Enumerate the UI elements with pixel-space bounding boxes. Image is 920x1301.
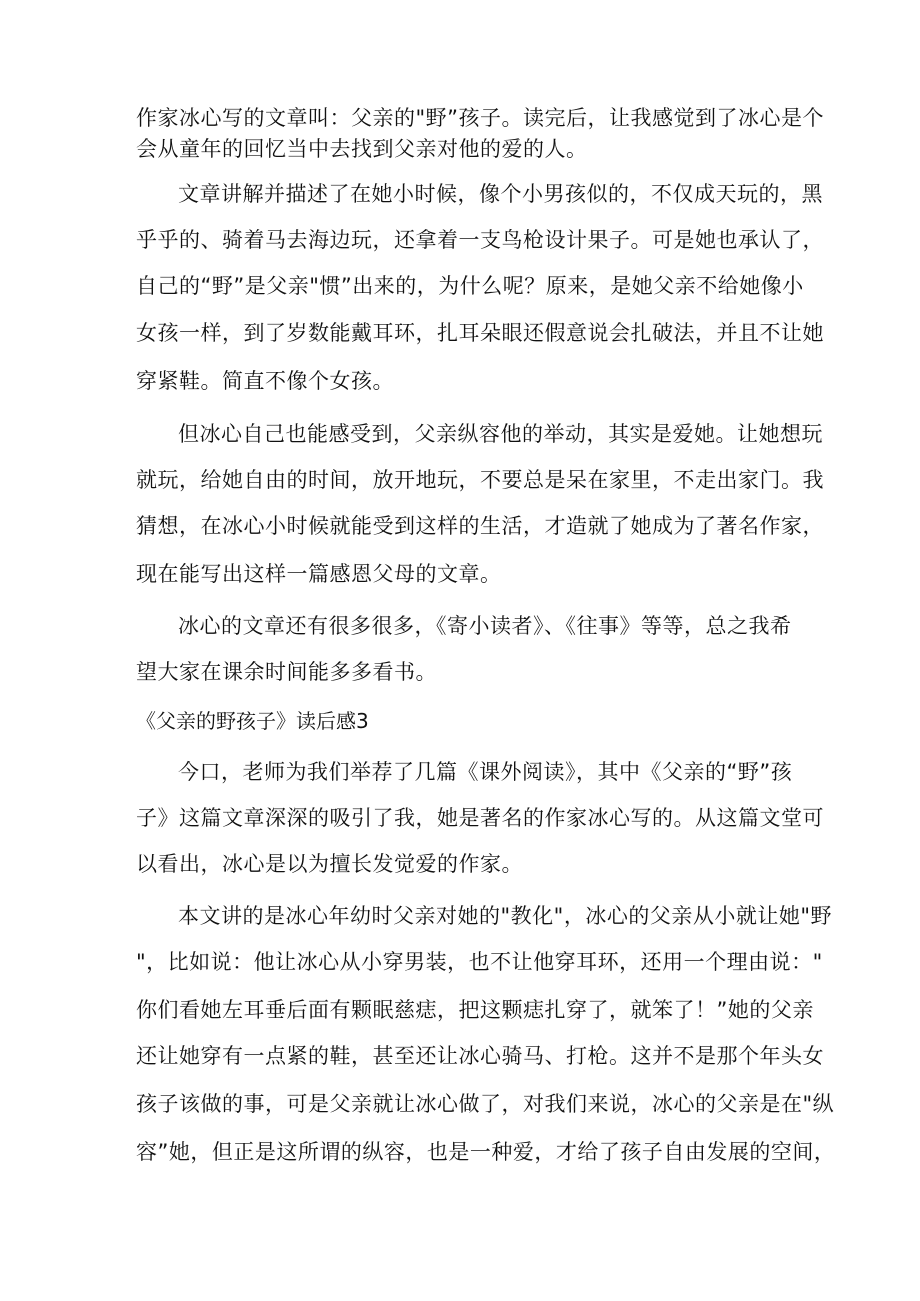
paragraph-1-line-1: 作家冰心写的文章叫：父亲的"野”孩子。读完后，让我感觉到了冰心是个 bbox=[136, 106, 825, 130]
paragraph-5-line-3: 以看出，冰心是以为擅长发觉爱的作家。 bbox=[136, 852, 523, 876]
paragraph-3-line-2: 就玩，给她自由的时间，放开地玩，不要总是呆在家里，不走出家门。我 bbox=[136, 468, 824, 492]
paragraph-3-line-3: 猜想，在冰心小时候就能受到这样的生活，才造就了她成为了著名作家， bbox=[136, 514, 824, 538]
paragraph-5-line-2: 子》这篇文章深深的吸引了我，她是著名的作家冰心写的。从这篇文堂可 bbox=[136, 806, 824, 830]
paragraph-6-line-5: 孩子该做的事，可是父亲就让冰心做了，对我们来说，冰心的父亲是在"纵 bbox=[136, 1092, 835, 1116]
paragraph-2-line-2: 乎乎的、骑着马去海边玩，还拿着一支鸟枪设计果子。可是她也承认了， bbox=[136, 228, 824, 252]
paragraph-2-line-1: 文章讲解并描述了在她小时候，像个小男孩似的，不仅成天玩的，黑 bbox=[178, 182, 823, 206]
paragraph-6-line-3: 你们看她左耳垂后面有颗眠慈痣，把这颗痣扎穿了，就笨了！”她的父亲 bbox=[136, 998, 814, 1022]
paragraph-2-line-3: 自己的“野”是父亲"惯”出来的，为什么呢？原来，是她父亲不给她像小 bbox=[136, 274, 804, 298]
paragraph-4-line-1: 冰心的文章还有很多很多，《寄小读者》、《往事》等等，总之我希 bbox=[178, 614, 792, 638]
paragraph-6-line-6: 容”她，但正是这所谓的纵容，也是一种爱，才给了孩子自由发展的空间， bbox=[136, 1140, 836, 1164]
paragraph-3-line-4: 现在能写出这样一篇感恩父母的文章。 bbox=[136, 562, 502, 586]
paragraph-5-line-1: 今口，老师为我们举荐了几篇《课外阅读》，其中《父亲的“野”孩 bbox=[178, 760, 793, 784]
paragraph-3-line-1: 但冰心自己也能感受到，父亲纵容他的举动，其实是爱她。让她想玩 bbox=[178, 422, 823, 446]
paragraph-2-line-4: 女孩一样，到了岁数能戴耳环，扎耳朵眼还假意说会扎破法，并且不让她 bbox=[136, 321, 824, 345]
paragraph-1-line-2: 会从童年的回忆当中去找到父亲对他的爱的人。 bbox=[136, 137, 588, 161]
paragraph-6-line-2: "，比如说：他让冰心从小穿男装，也不让他穿耳环，还用一个理由说：" bbox=[136, 950, 823, 974]
paragraph-2-line-5: 穿紧鞋。简直不像个女孩。 bbox=[136, 369, 394, 393]
paragraph-6-line-1: 本文讲的是冰心年幼时父亲对她的"教化"，冰心的父亲从小就让她"野 bbox=[178, 904, 832, 928]
paragraph-6-line-4: 还让她穿有一点紧的鞋，甚至还让冰心骑马、打枪。这并不是那个年头女 bbox=[136, 1044, 824, 1068]
paragraph-4-line-2: 望大家在课余时间能多多看书。 bbox=[136, 660, 437, 684]
section-heading: 《父亲的野孩子》读后感3 bbox=[136, 709, 369, 733]
